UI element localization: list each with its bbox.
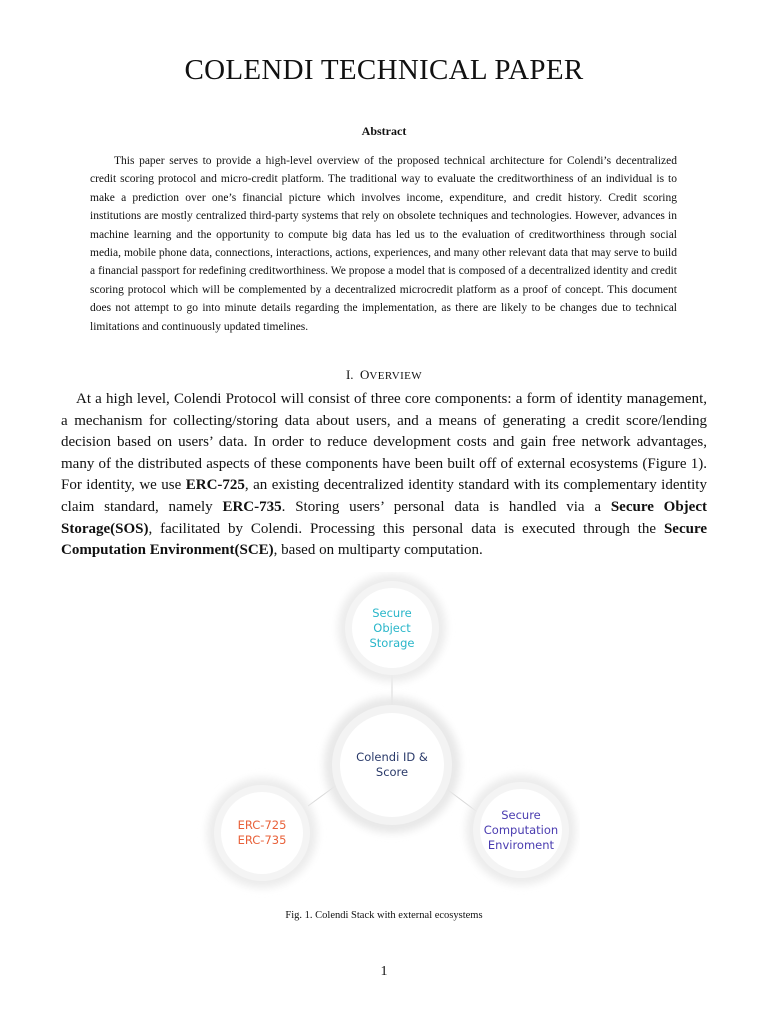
- section-title-rest: VERVIEW: [369, 370, 423, 382]
- section-heading: [0, 367, 768, 383]
- node-secure-computation-environment: Secure Computation Enviroment: [483, 807, 559, 852]
- figure-caption: Fig. 1. Colendi Stack with external ecosystems: [285, 910, 483, 921]
- section-title-initial: O: [360, 367, 370, 382]
- erc735-term: ERC-735: [222, 498, 282, 515]
- overview-text-5: , based on multiparty computation.: [273, 542, 483, 559]
- overview-text-1: At a high level, Colendi Protocol will consist of three core components: a form of identity management, a mechanism for collecting/storing data about users, and a means of generating a credit score/lending decision based on users’ data. In order to reduce development costs and gain free network advantages, many of the distributed aspects of these components have been built off of external ecosystems (Figure 1). For identity, we use: [61, 391, 707, 494]
- page-number: 1: [380, 964, 388, 979]
- node-erc-standards: ERC-725 ERC-735: [237, 818, 287, 847]
- erc725-term: ERC-725: [185, 477, 245, 494]
- overview-text-3: . Storing users’ personal data is handled via a: [281, 498, 611, 515]
- overview-paragraph: [61, 389, 707, 562]
- colendi-stack-figure: [190, 572, 580, 902]
- overview-text-2: , an existing decentralized identity standard with its complementary identity claim standard, namely: [61, 477, 707, 515]
- paper-title: COLENDI TECHNICAL PAPER: [184, 54, 584, 86]
- node-colendi-id-score: Colendi ID & Score: [356, 750, 428, 779]
- node-secure-object-storage: Secure Object Storage: [369, 605, 415, 650]
- abstract-heading: Abstract: [361, 124, 407, 138]
- overview-text-4: , facilitated by Colendi. Processing this personal data is executed through the: [148, 520, 664, 537]
- abstract-text: This paper serves to provide a high-level overview of the proposed technical architecture for Colendi’s decentralized credit scoring protocol and micro-credit platform. The traditional way to evaluate the creditworthiness of an individual is to make a prediction over one’s financial picture which involves income, expenditure, and credit history. Credit scoring institutions are mostly centralized third-party systems that rely on obsolete techniques and technologies. However, advances in machine learning and the opportunity to compute big data has led us to the evaluation of creditworthiness through social media, mobile phone data, connections, interactions, actions, experiences, and many other relevant data that may serve to build a financial passport for redefining creditworthiness. We propose a model that is composed of a decentralized identity and credit scoring protocol which will be complemented by a decentralized microcredit platform as a proof of concept. This document does not attempt to go into minute details regarding the implementation, as there are likely to be changes due to technical limitations and continuously updated timelines.: [90, 155, 677, 333]
- sce-term: Secure Computation Environment(SCE): [61, 520, 707, 559]
- section-number: I.: [345, 367, 354, 382]
- sos-term: Secure Object Storage(SOS): [61, 498, 707, 537]
